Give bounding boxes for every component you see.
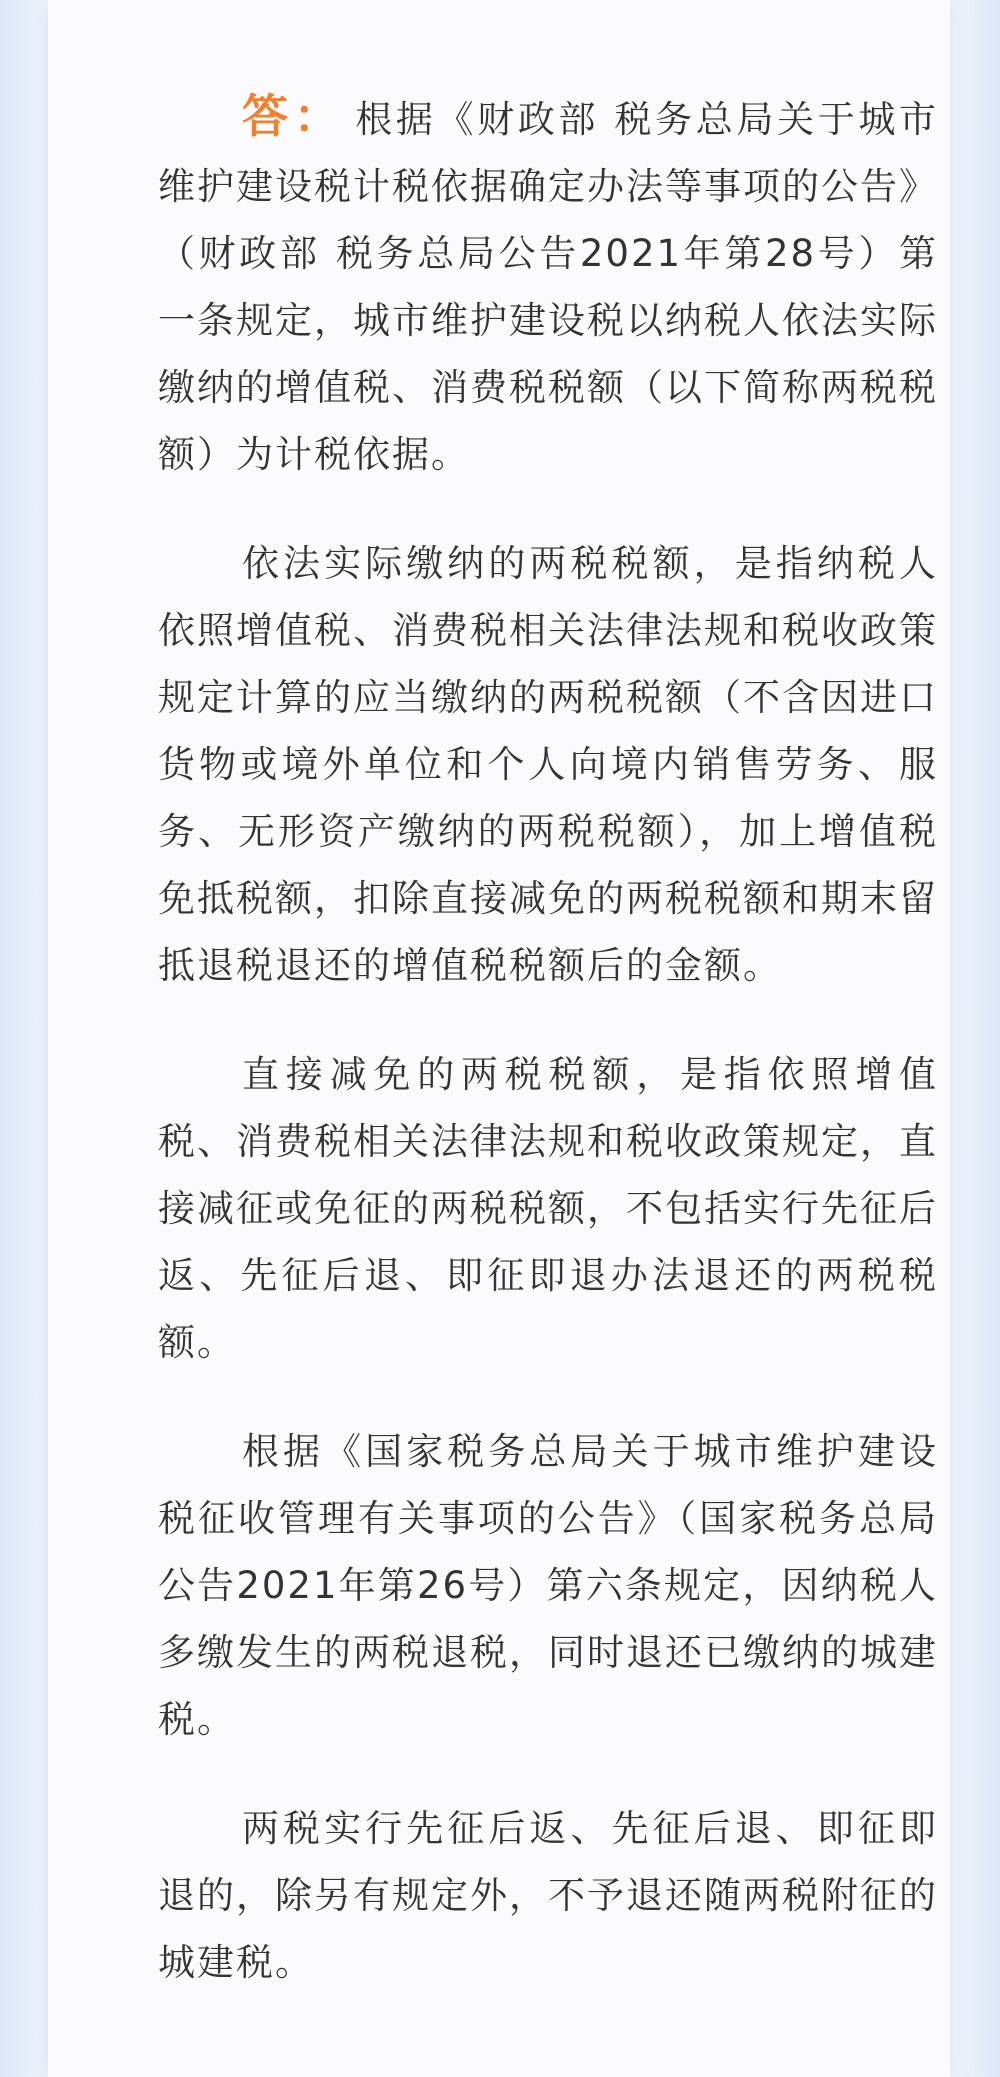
paragraph-text: 根据《财政部 税务总局关于城市维护建设税计税依据确定办法等事项的公告》（财政部 税务总局公告2021年第28号）第一条规定，城市维护建设税以纳税人依法实际缴纳的增值税、消费税税额（以下简称两税税额）为计税依据。	[158, 98, 938, 476]
answer-paragraph-5: 两税实行先征后返、先征后退、即征即退的，除另有规定外，不予退还随两税附征的城建税。	[158, 1807, 938, 1984]
article-card	[48, 0, 950, 2077]
answer-paragraph-3: 直接减免的两税税额，是指依照增值税、消费税相关法律法规和税收政策规定，直接减征或免征的两税税额，不包括实行先征后返、先征后退、即征即退办法退还的两税税额。	[158, 1053, 938, 1364]
answer-label: 答：	[242, 89, 346, 143]
answer-paragraph-4: 根据《国家税务总局关于城市维护建设税征收管理有关事项的公告》（国家税务总局公告2021年第26号）第六条规定，因纳税人多缴发生的两税退税，同时退还已缴纳的城建税。	[158, 1430, 938, 1741]
answer-paragraph-1	[158, 83, 938, 488]
answer-content	[158, 83, 938, 1996]
answer-paragraph-2: 依法实际缴纳的两税税额，是指纳税人依照增值税、消费税相关法律法规和税收政策规定计算的应当缴纳的两税税额（不含因进口货物或境外单位和个人向境内销售劳务、服务、无形资产缴纳的两税税额），加上增值税免抵税额，扣除直接减免的两税税额和期末留抵退税退还的增值税税额后的金额。	[158, 542, 938, 987]
